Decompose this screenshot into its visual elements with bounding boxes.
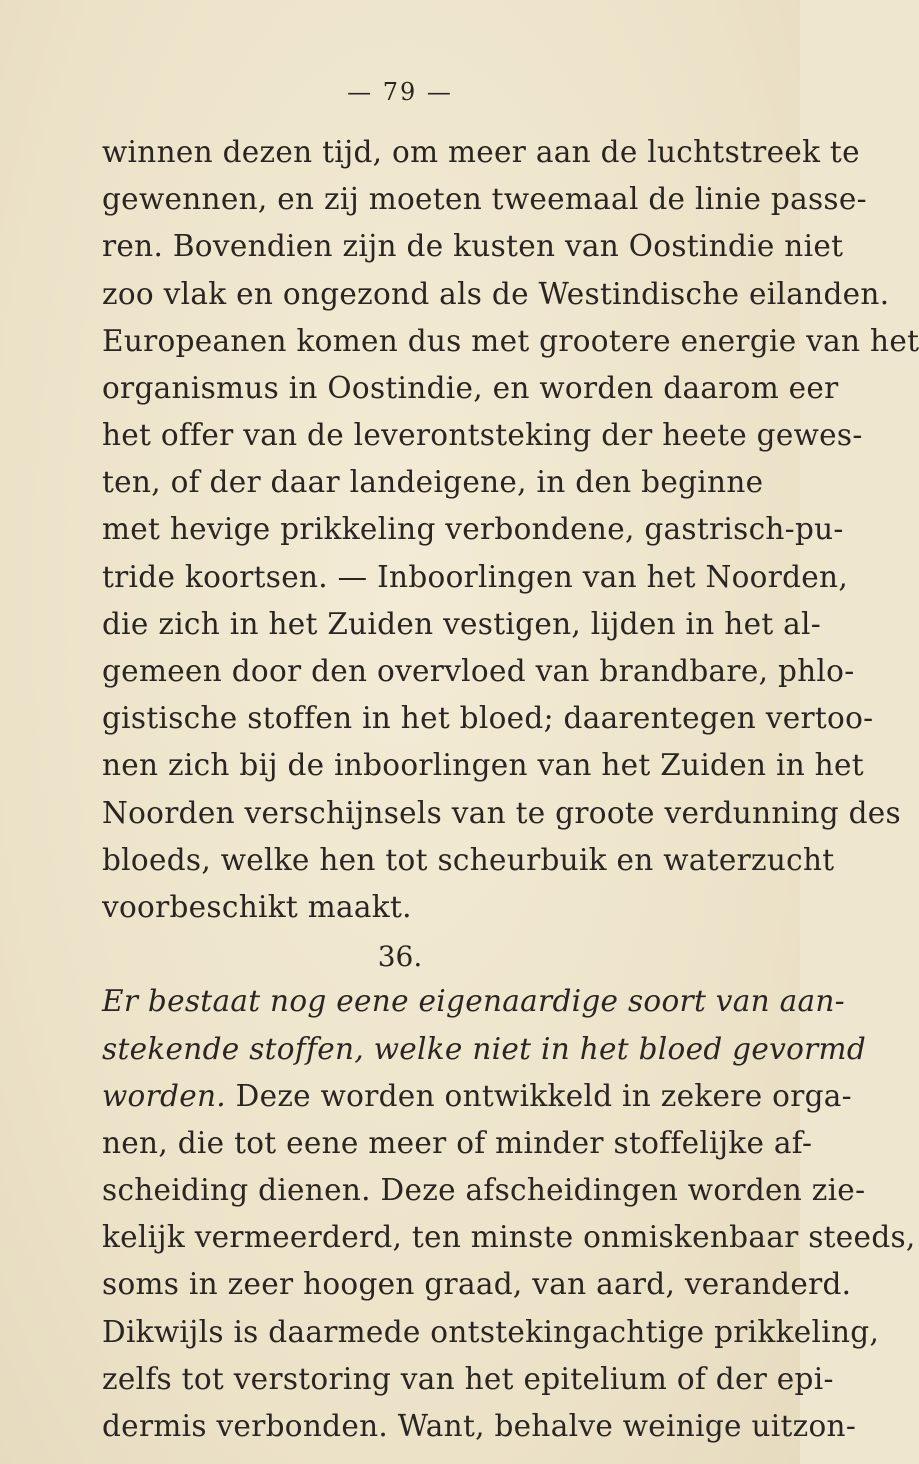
text-line: scheiding dienen. Deze afscheidingen worden zie- [102, 1173, 866, 1207]
text-line: het offer van de leverontsteking der heete gewes- [102, 418, 863, 452]
italic-text-line: stekende stoffen, welke niet in het bloed gevormd [102, 1032, 867, 1066]
text-line: nen zich bij de inboorlingen van het Zuiden in het [102, 748, 864, 782]
italic-fragment: worden. [102, 1079, 226, 1113]
text-line: die zich in het Zuiden vestigen, lijden in het al- [102, 607, 822, 641]
text-line: soms in zeer hoogen graad, van aard, veranderd. [102, 1267, 852, 1301]
text-line: zoo vlak en ongezond als de Westindische eilanden. [102, 277, 890, 311]
text-line: ren. Bovendien zijn de kusten van Oostindie niet [102, 229, 844, 263]
text-line: Noorden verschijnsels van te groote verdunning des [102, 796, 901, 830]
text-line: gemeen door den overvloed van brandbare, phlo- [102, 654, 855, 688]
text-line: gewennen, en zij moeten tweemaal de linie passe- [102, 182, 867, 216]
text-line: bloeds, welke hen tot scheurbuik en waterzucht [102, 843, 835, 877]
text-line: voorbeschikt maakt. [102, 890, 412, 924]
text-line: organismus in Oostindie, en worden daarom eer [102, 371, 839, 405]
text-line: Europeanen komen dus met grootere energie van het [102, 324, 919, 358]
text-line: zelfs tot verstoring van het epitelium of der epi- [102, 1362, 834, 1396]
text-line: nen, die tot eene meer of minder stoffelijke af- [102, 1126, 813, 1160]
text-line: kelijk vermeerderd, ten minste onmiskenbaar steeds, [102, 1220, 916, 1254]
text-line: gistische stoffen in het bloed; daarentegen vertoo- [102, 701, 874, 735]
page-number: — 79 — [347, 78, 453, 106]
italic-text-line: Er bestaat nog eene eigenaardige soort van aan- [102, 984, 845, 1018]
section-number: 36. [377, 940, 423, 973]
mixed-text-line [102, 1079, 852, 1113]
text-line: ten, of der daar landeigene, in den beginne [102, 465, 764, 499]
text-line: dermis verbonden. Want, behalve weinige uitzon- [102, 1409, 857, 1443]
text-line: winnen dezen tijd, om meer aan de luchtstreek te [102, 135, 860, 169]
text-line: tride koortsen. — Inboorlingen van het Noorden, [102, 560, 849, 594]
text-line: met hevige prikkeling verbondene, gastrisch-pu- [102, 512, 844, 546]
text-line: Dikwijls is daarmede ontstekingachtige prikkeling, [102, 1315, 880, 1349]
text-fragment: Deze worden ontwikkeld in zekere orga- [235, 1079, 852, 1113]
